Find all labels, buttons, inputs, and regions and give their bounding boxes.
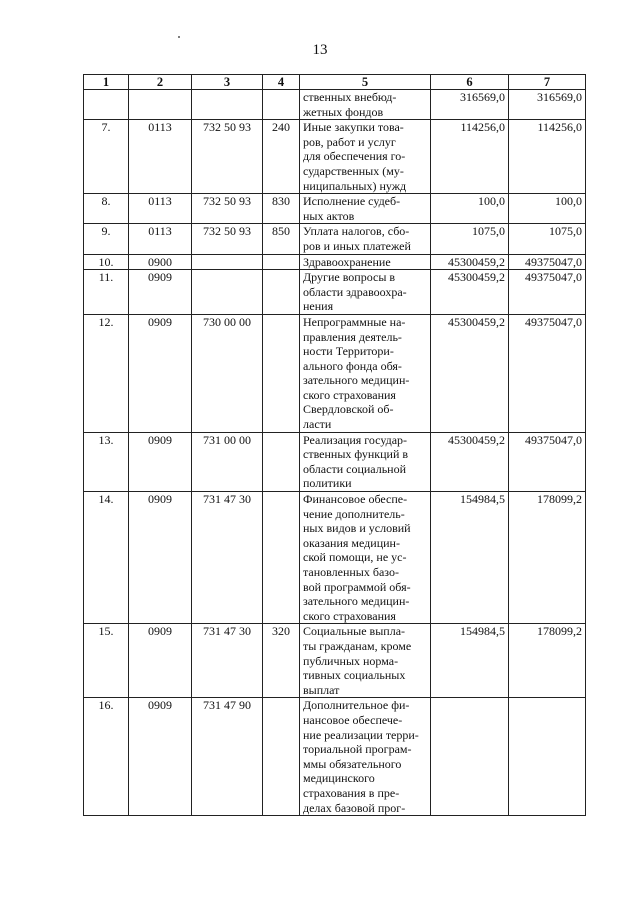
amount-year-2: 49375047,0 (509, 254, 586, 270)
item-name: ственных внебюд- жетных фондов (300, 90, 431, 120)
amount-year-1: 154984,5 (431, 624, 509, 698)
table-row (84, 224, 586, 254)
section-code: 0909 (129, 698, 192, 816)
expense-code (263, 270, 300, 315)
table-body (84, 90, 586, 816)
header-col-1: 1 (84, 75, 129, 90)
table-row (84, 314, 586, 432)
expense-code (263, 90, 300, 120)
item-name: Иные закупки това- ров, работ и услуг для обеспечения го- сударственных (му- ниципальных) нужд (300, 120, 431, 194)
header-col-5: 5 (300, 75, 431, 90)
table-row (84, 624, 586, 698)
page-number: 13 (312, 42, 328, 58)
table-row (84, 432, 586, 491)
row-number: 11. (84, 270, 129, 315)
amount-year-2: 178099,2 (509, 624, 586, 698)
row-number (84, 90, 129, 120)
target-code: 730 00 00 (192, 314, 263, 432)
item-name: Исполнение судеб- ных актов (300, 194, 431, 224)
section-code: 0900 (129, 254, 192, 270)
row-number: 7. (84, 120, 129, 194)
amount-year-1 (431, 698, 509, 816)
item-name: Здравоохранение (300, 254, 431, 270)
amount-year-2: 178099,2 (509, 492, 586, 624)
amount-year-1: 45300459,2 (431, 254, 509, 270)
expense-code: 830 (263, 194, 300, 224)
table-row (84, 254, 586, 270)
row-number: 8. (84, 194, 129, 224)
item-name: Дополнительное фи- нансовое обеспече- ние реализации терри- ториальной програм- ммы обязательного медицинского страхования в пре- делах базовой прог- (300, 698, 431, 816)
amount-year-1: 1075,0 (431, 224, 509, 254)
header-col-4: 4 (263, 75, 300, 90)
section-code: 0113 (129, 120, 192, 194)
expense-code: 240 (263, 120, 300, 194)
amount-year-2: 114256,0 (509, 120, 586, 194)
item-name: Финансовое обеспе- чение дополнитель- ных видов и условий оказания медицин- ской помощи, не ус- тановленных базо- вой программой обя- зательного медицин- ского страхования (300, 492, 431, 624)
target-code: 731 47 90 (192, 698, 263, 816)
amount-year-1: 45300459,2 (431, 432, 509, 491)
amount-year-1: 45300459,2 (431, 314, 509, 432)
section-code: 0909 (129, 314, 192, 432)
row-number: 10. (84, 254, 129, 270)
amount-year-2: 1075,0 (509, 224, 586, 254)
amount-year-1: 100,0 (431, 194, 509, 224)
section-code (129, 90, 192, 120)
section-code: 0113 (129, 194, 192, 224)
item-name: Социальные выпла- ты гражданам, кроме публичных норма- тивных социальных выплат (300, 624, 431, 698)
amount-year-1: 45300459,2 (431, 270, 509, 315)
amount-year-2: 100,0 (509, 194, 586, 224)
budget-table (83, 74, 586, 816)
row-number: 12. (84, 314, 129, 432)
amount-year-1: 114256,0 (431, 120, 509, 194)
header-col-3: 3 (192, 75, 263, 90)
header-col-6: 6 (431, 75, 509, 90)
target-code: 732 50 93 (192, 120, 263, 194)
section-code: 0909 (129, 270, 192, 315)
item-name: Другие вопросы в области здравоохра- нения (300, 270, 431, 315)
section-code: 0113 (129, 224, 192, 254)
amount-year-2: 49375047,0 (509, 432, 586, 491)
target-code: 731 47 30 (192, 624, 263, 698)
header-col-2: 2 (129, 75, 192, 90)
table-row (84, 270, 586, 315)
row-number: 9. (84, 224, 129, 254)
item-name: Уплата налогов, сбо- ров и иных платежей (300, 224, 431, 254)
expense-code: 320 (263, 624, 300, 698)
section-code: 0909 (129, 624, 192, 698)
table-row (84, 492, 586, 624)
target-code: 732 50 93 (192, 224, 263, 254)
target-code: 732 50 93 (192, 194, 263, 224)
header-col-7: 7 (509, 75, 586, 90)
expense-code (263, 314, 300, 432)
scan-speck (178, 36, 180, 38)
table-row (84, 698, 586, 816)
section-code: 0909 (129, 492, 192, 624)
amount-year-1: 154984,5 (431, 492, 509, 624)
expense-code: 850 (263, 224, 300, 254)
target-code: 731 47 30 (192, 492, 263, 624)
item-name: Реализация государ- ственных функций в области социальной политики (300, 432, 431, 491)
expense-code (263, 492, 300, 624)
row-number: 13. (84, 432, 129, 491)
amount-year-2: 49375047,0 (509, 270, 586, 315)
amount-year-2: 49375047,0 (509, 314, 586, 432)
table-row (84, 90, 586, 120)
table-row (84, 194, 586, 224)
target-code (192, 270, 263, 315)
table-header-row (84, 75, 586, 90)
target-code: 731 00 00 (192, 432, 263, 491)
row-number: 14. (84, 492, 129, 624)
expense-code (263, 698, 300, 816)
item-name: Непрограммные на- правления деятель- ности Территори- ального фонда обя- зательного медицин- ского страхования Свердловской об- ласти (300, 314, 431, 432)
section-code: 0909 (129, 432, 192, 491)
expense-code (263, 432, 300, 491)
amount-year-1: 316569,0 (431, 90, 509, 120)
row-number: 16. (84, 698, 129, 816)
target-code (192, 254, 263, 270)
table-row (84, 120, 586, 194)
target-code (192, 90, 263, 120)
expense-code (263, 254, 300, 270)
amount-year-2: 316569,0 (509, 90, 586, 120)
amount-year-2 (509, 698, 586, 816)
row-number: 15. (84, 624, 129, 698)
